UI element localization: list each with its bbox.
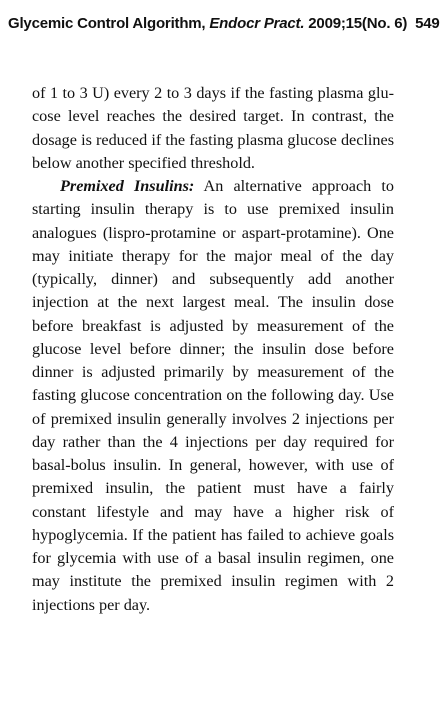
body-text (32, 82, 394, 617)
page-number: 549 (415, 15, 440, 32)
header-title: Glycemic Control Algorithm, (8, 15, 210, 32)
header-citation: 2009;15(No. 6) (304, 15, 408, 32)
paragraph-premixed-insulins (32, 175, 394, 617)
header-journal: Endocr Pract. (209, 15, 305, 32)
section-heading-premixed-insulins: Premixed Insulins: (60, 177, 195, 195)
paragraph-continuation: of 1 to 3 U) every 2 to 3 days if the fasting plasma glucose level reaches the desired target. In contrast, the dosage is reduced if the fasting plasma glucose declines below another specified threshold. (32, 84, 394, 172)
running-header (8, 14, 440, 34)
paragraph-premixed-insulins-text: An alternative approach to starting insulin therapy is to use premixed insulin analogues (lispro-protamine or aspart-protamine). One may initiate therapy for the major meal of the day (typically, dinner) and subsequently add another injection at the next largest meal. The insulin dose before breakfast is adjusted by measurement of the glucose level before dinner; the insulin dose before dinner is adjusted primarily by measurement of the fasting glucose concentration on the following day. Use of premixed insulin generally involves 2 injections per day rather than the 4 injections per day required for basal-bolus insulin. In general, however, with use of premixed insulin, the patient must have a fairly constant lifestyle and may have a higher risk of hypoglycemia. If the patient has failed to achieve goals for glycemia with use of a basal insulin regimen, one may institute the premixed insulin regimen with 2 injections per day. (32, 177, 394, 614)
